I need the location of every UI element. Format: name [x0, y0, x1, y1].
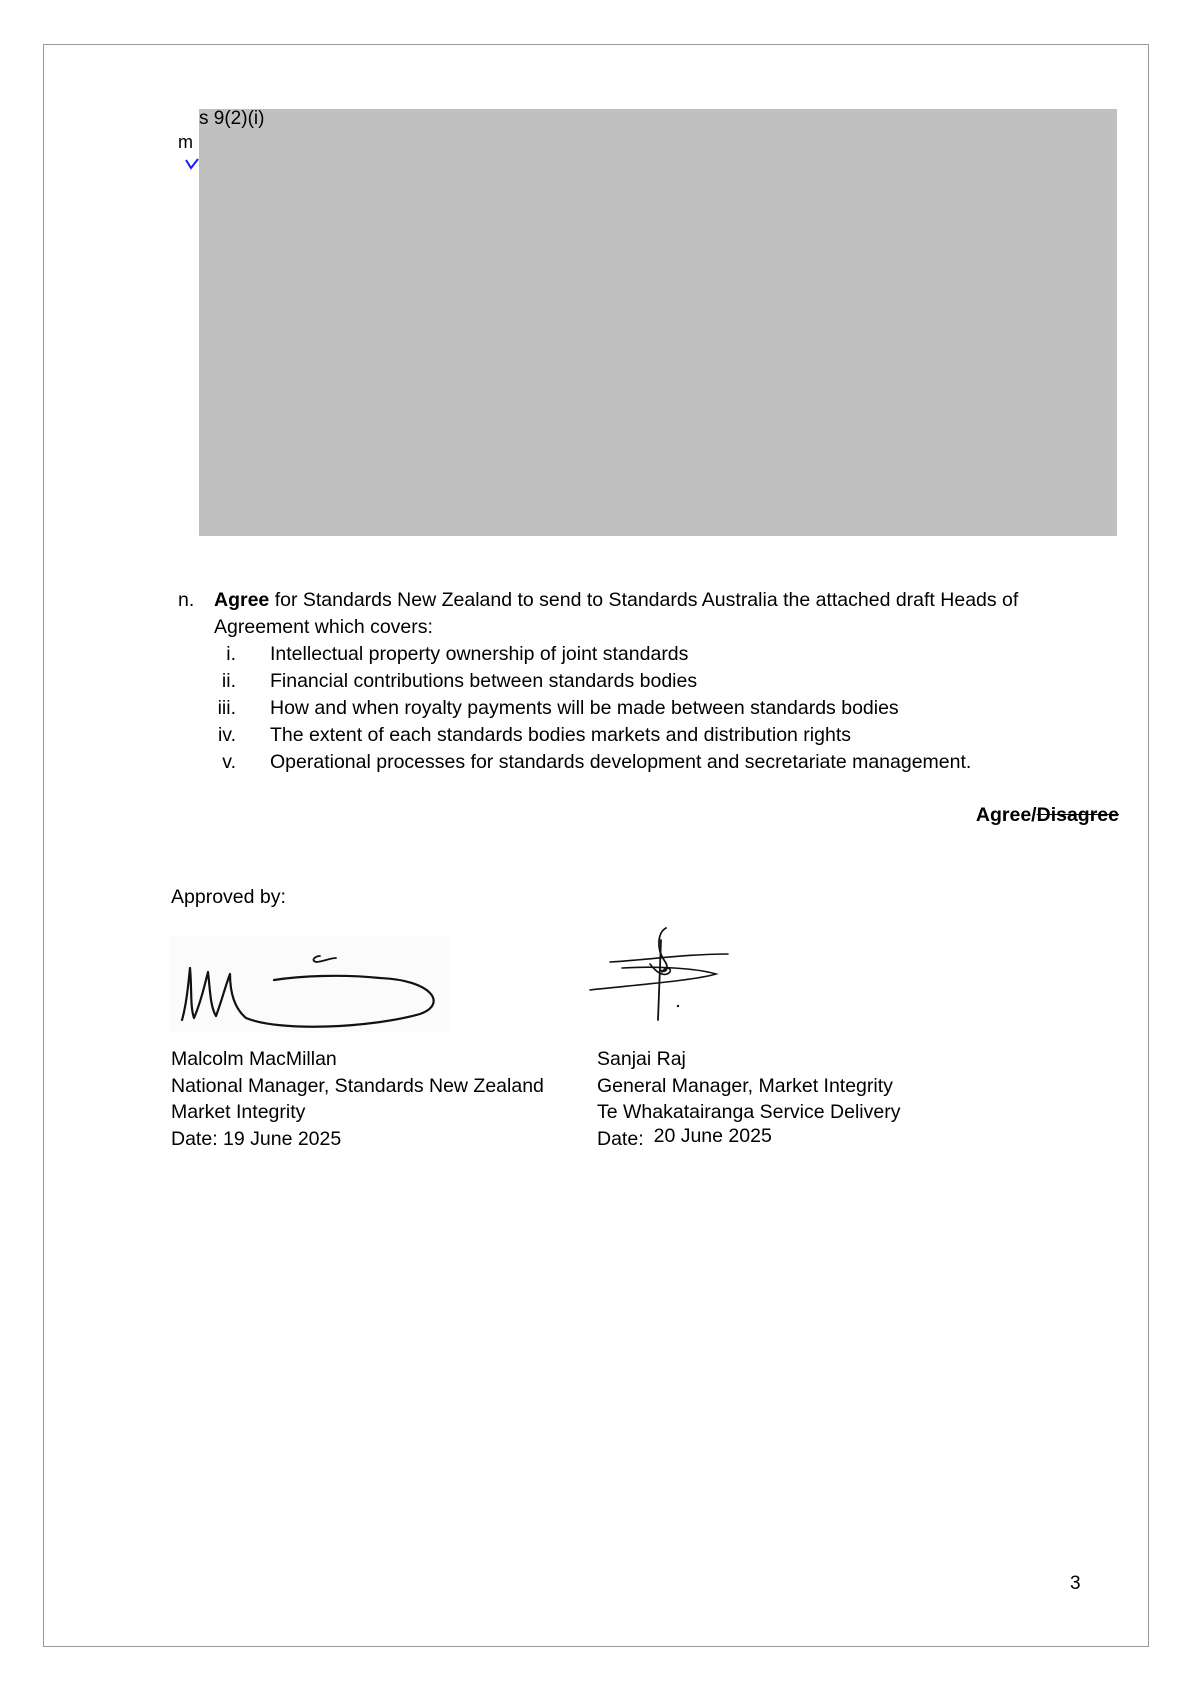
decision-disagree-struck: Disagree	[1036, 804, 1119, 826]
recommendation-text	[214, 587, 1094, 641]
list-item-text: How and when royalty payments will be made between standards bodies	[270, 697, 899, 719]
list-item-number: v.	[222, 751, 236, 773]
signer-title: National Manager, Standards New Zealand	[171, 1074, 544, 1097]
page-number: 3	[1070, 1573, 1081, 1594]
signer-title: General Manager, Market Integrity	[597, 1074, 893, 1097]
decision-agree-disagree	[976, 803, 1119, 827]
item-m-letter: m	[178, 132, 193, 152]
signer-right-block	[597, 1046, 900, 1152]
approved-by-heading: Approved by:	[171, 886, 286, 908]
recommendation-letter: n.	[178, 589, 195, 611]
signer-date	[597, 1126, 900, 1153]
signer-date-value: 20 June 2025	[653, 1124, 772, 1147]
list-item-text: Intellectual property ownership of joint standards	[270, 643, 689, 665]
redaction-code: s 9(2)(i)	[199, 108, 265, 129]
signer-unit: Market Integrity	[171, 1101, 306, 1123]
list-item-text: Operational processes for standards development and secretariate management.	[270, 751, 972, 773]
signer-name: Sanjai Raj	[597, 1048, 686, 1070]
signer-name: Malcolm MacMillan	[171, 1048, 337, 1070]
signer-left-block	[171, 1046, 544, 1152]
list-item-number: ii.	[221, 670, 236, 692]
decision-agree: Agree/	[975, 804, 1037, 826]
list-item-number: iv.	[217, 724, 236, 746]
recommendation-body: for Standards New Zealand to send to Standards Australia the attached draft Heads of Agreement which covers:	[214, 589, 1019, 638]
signer-date: Date: 19 June 2025	[171, 1127, 342, 1150]
list-item-text: The extent of each standards bodies markets and distribution rights	[270, 724, 851, 746]
redaction-box	[199, 109, 1117, 536]
signer-unit: Te Whakatairanga Service Delivery	[597, 1101, 901, 1123]
list-item-number: i.	[226, 643, 236, 665]
signer-date-label: Date:	[597, 1127, 644, 1150]
list-item-number: iii.	[217, 697, 236, 719]
list-item-text: Financial contributions between standards bodies	[270, 670, 698, 692]
blue-check-mark-icon	[185, 158, 199, 170]
signature-right	[586, 922, 731, 1022]
recommendation-verb: Agree	[214, 589, 270, 611]
signature-left	[170, 936, 450, 1032]
